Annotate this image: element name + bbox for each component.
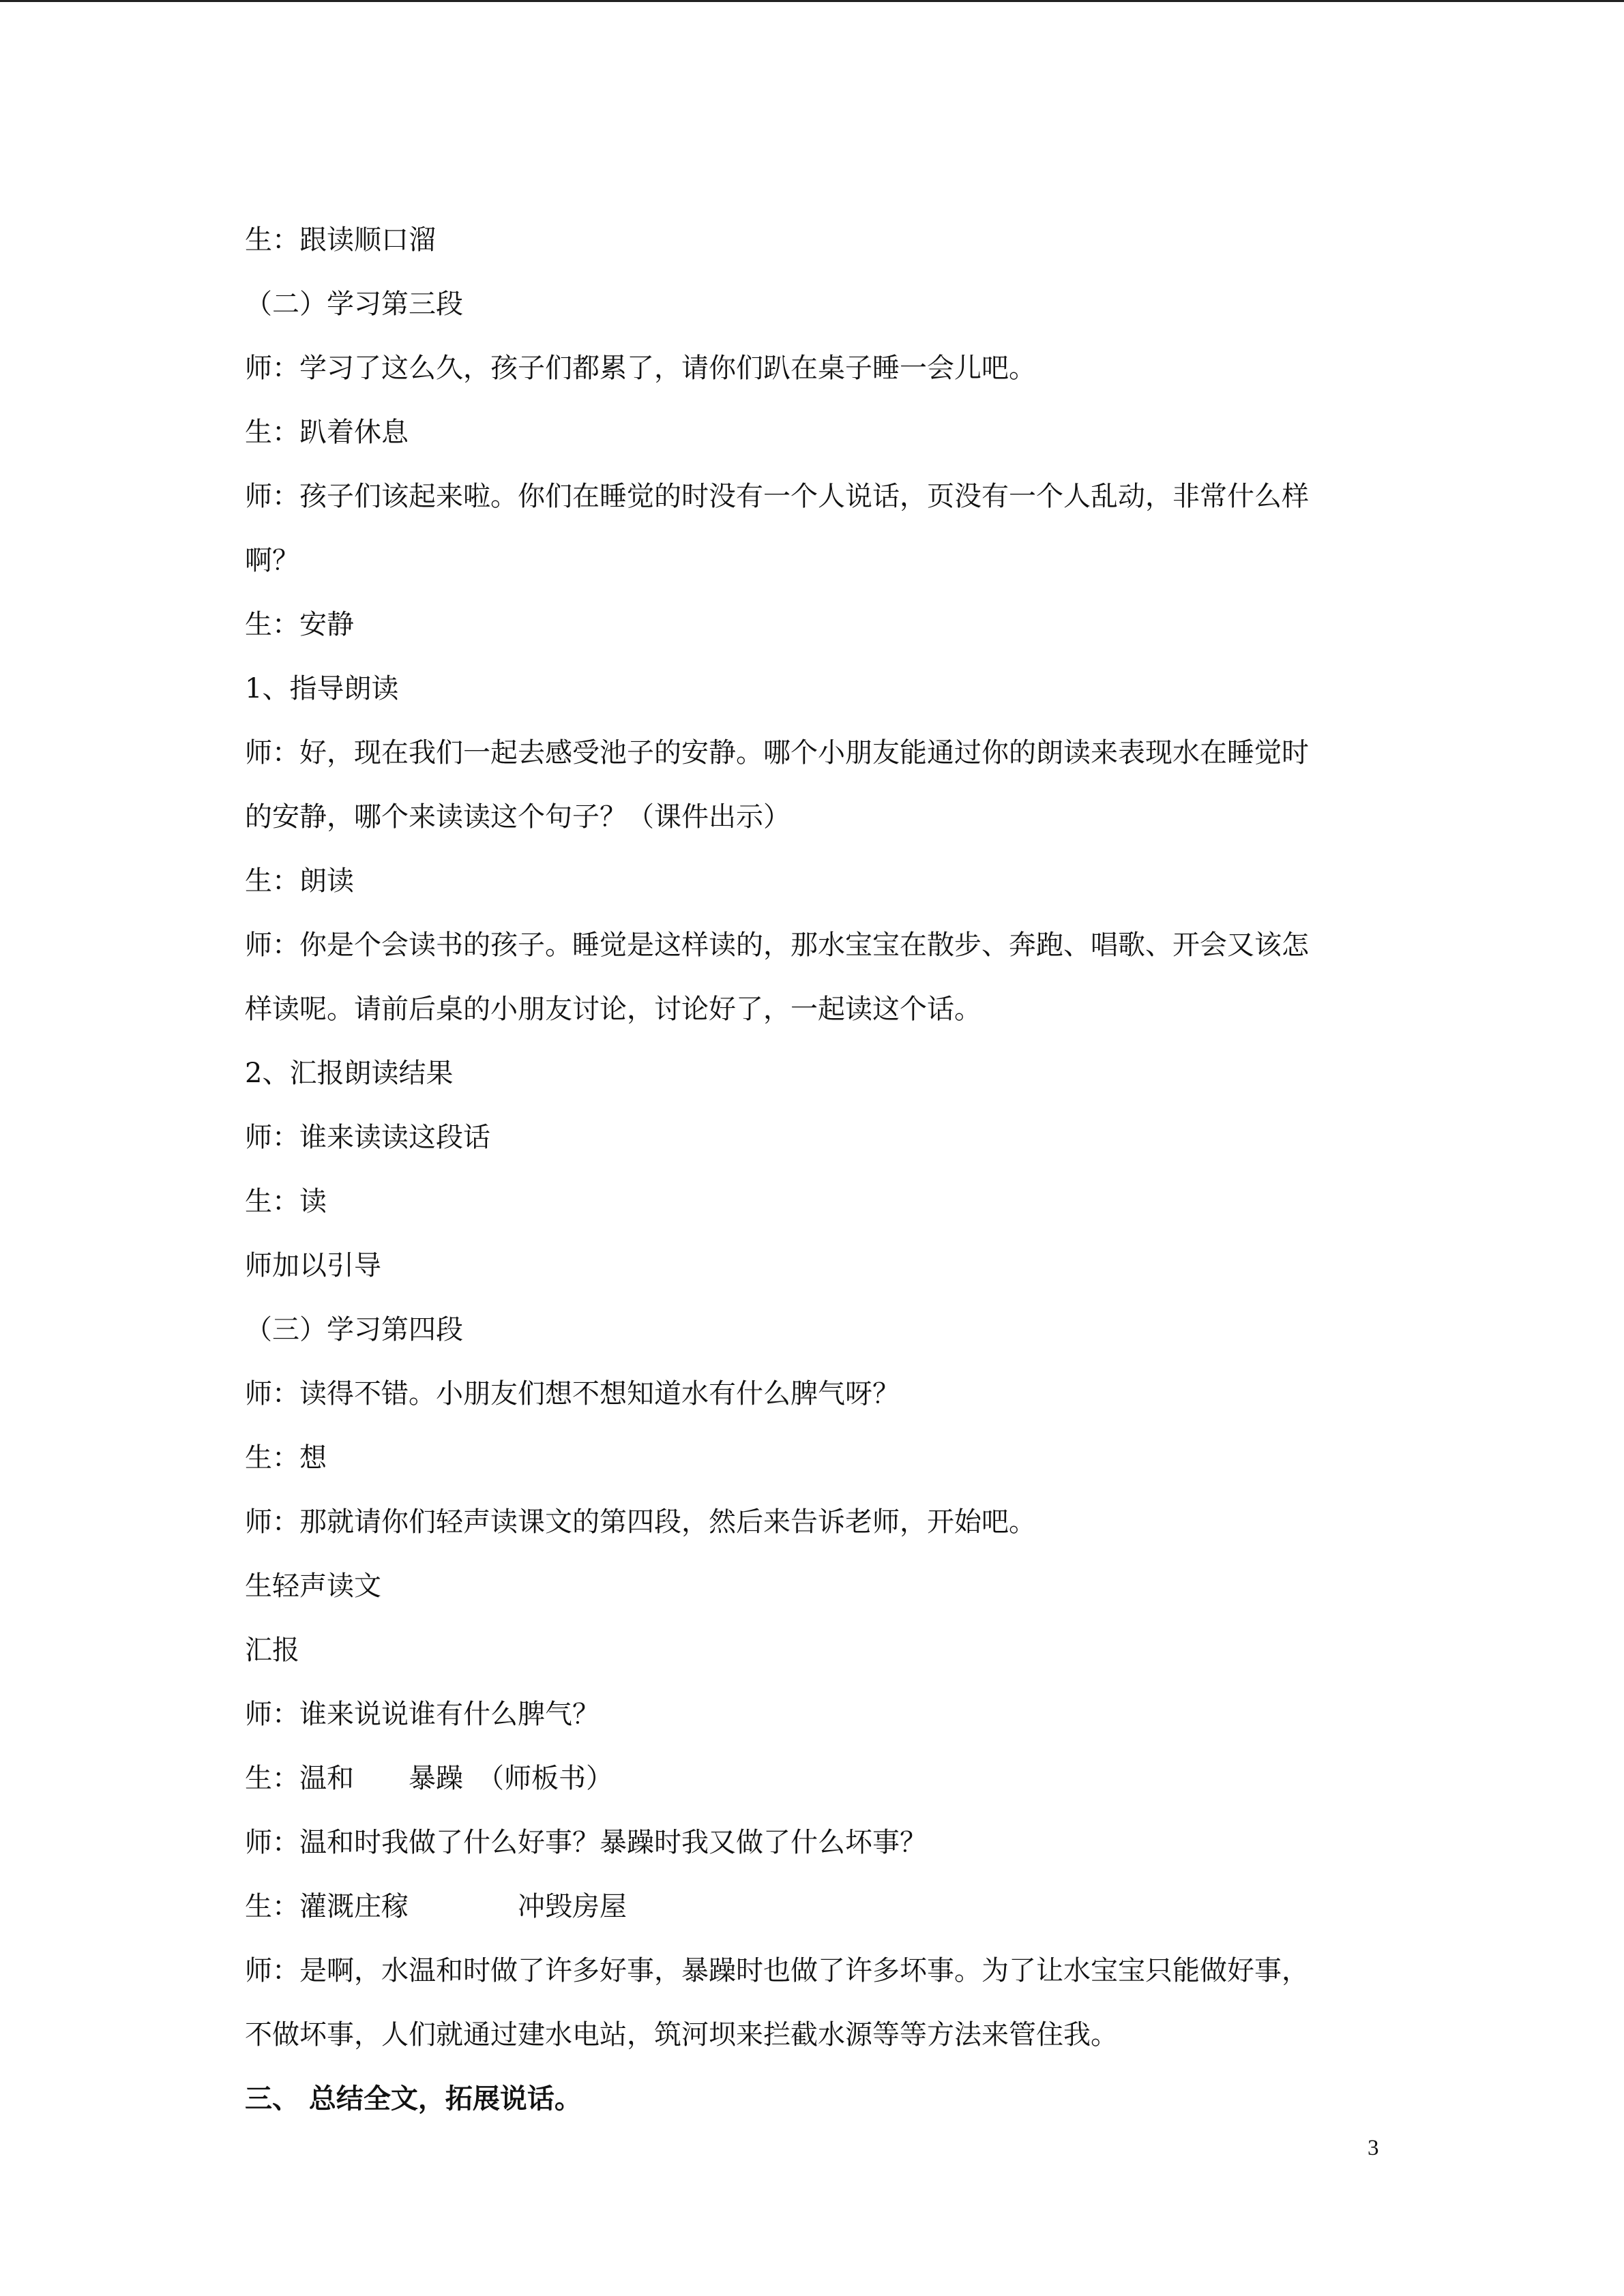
text-line: 生：趴着休息 — [245, 417, 409, 448]
section-heading: （三）学习第四段 — [245, 1314, 463, 1345]
text-line: 生：安静 — [245, 609, 354, 640]
section-heading: （二）学习第三段 — [245, 288, 463, 320]
subsection-heading: 1、指导朗读 — [245, 673, 399, 704]
text-line: 的安静，哪个来读读这个句子？（课件出示） — [245, 801, 791, 833]
text-line: 师：学习了这么久，孩子们都累了，请你们趴在桌子睡一会儿吧。 — [245, 353, 1036, 384]
text-line: 生：温和 暴躁 （师板书） — [245, 1763, 613, 1794]
document-body — [245, 208, 1377, 2131]
section-heading-bold: 三、 总结全文，拓展说话。 — [245, 2083, 582, 2115]
page-number: 3 — [1368, 2136, 1379, 2160]
text-line: 啊？ — [245, 545, 299, 576]
text-line: 生：灌溉庄稼 冲毁房屋 — [245, 1891, 627, 1922]
text-line: 不做坏事，人们就通过建水电站，筑河坝来拦截水源等等方法来管住我。 — [245, 2019, 1118, 2051]
text-line: 师：谁来读读这段话 — [245, 1122, 490, 1153]
text-line: 生轻声读文 — [245, 1570, 381, 1602]
text-line: 汇报 — [245, 1635, 299, 1666]
text-line: 师：读得不错。小朋友们想不想知道水有什么脾气呀？ — [245, 1378, 900, 1410]
text-line: 师：孩子们该起来啦。你们在睡觉的时没有一个人说话，页没有一个人乱动，非常什么样 — [245, 481, 1309, 512]
text-line: 师：好，现在我们一起去感受池子的安静。哪个小朋友能通过你的朗读来表现水在睡觉时 — [245, 737, 1309, 769]
text-line: 生：想 — [245, 1442, 327, 1474]
text-line: 生：读 — [245, 1186, 327, 1217]
text-line: 师：是啊，水温和时做了许多好事，暴躁时也做了许多坏事。为了让水宝宝只能做好事， — [245, 1955, 1309, 1986]
text-line: 生：跟读顺口溜 — [245, 224, 436, 256]
text-line: 样读呢。请前后桌的小朋友讨论，讨论好了，一起读这个话。 — [245, 994, 981, 1025]
top-border-line — [0, 0, 1624, 2]
text-line: 师加以引导 — [245, 1250, 381, 1281]
text-line: 师：你是个会读书的孩子。睡觉是这样读的，那水宝宝在散步、奔跑、唱歌、开会又该怎 — [245, 929, 1309, 961]
text-line: 师：温和时我做了什么好事？暴躁时我又做了什么坏事？ — [245, 1827, 927, 1858]
subsection-heading: 2、汇报朗读结果 — [245, 1058, 454, 1089]
text-line: 师：那就请你们轻声读课文的第四段，然后来告诉老师，开始吧。 — [245, 1506, 1036, 1538]
text-line: 生：朗读 — [245, 865, 354, 897]
text-line: 师：谁来说说谁有什么脾气？ — [245, 1699, 600, 1730]
